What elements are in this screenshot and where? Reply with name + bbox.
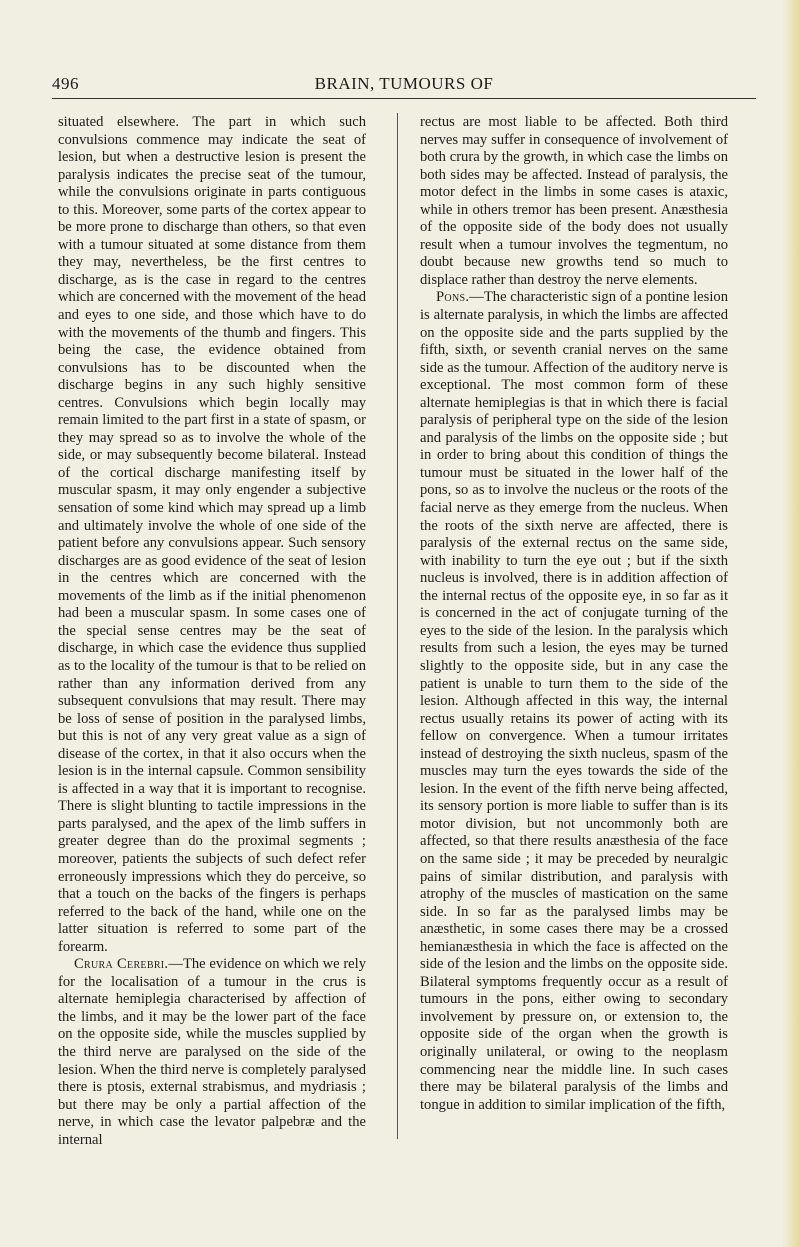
left-column xyxy=(58,114,366,1149)
column-divider xyxy=(397,113,398,1139)
paragraph-convulsions: situated elsewhere. The part in which such convulsions commence may indicate the seat of lesion, but when a destructive lesion is present the paralysis indicates the precise seat of the tumour, while the convulsions originate in parts contiguous to this. Moreover, some parts of the cortex appear to be more prone to discharge than others, so that even with a tumour situated at some distance from them they may, nevertheless, be the first centres to discharge, as is the case in regard to the centres which are concerned with the movement of the head and eyes to one side, and those which have to do with the movements of the thumb and fingers. This being the case, the evidence obtained from convulsions has to be discounted when the discharge begins in any such highly sensitive centres. Convulsions which begin locally may remain limited to the part first in a state of spasm, or they may spread so as to involve the whole of the side, or may subsequently become bilateral. Instead of the cortical discharge manifesting itself by muscular spasm, it may only engender a subjective sensation of some kind which may spread up a limb and ultimately involve the whole of one side of the patient before any convulsions appear. Such sensory discharges are as good evidence of the seat of lesion in the centres which are concerned with the movements of the limb as if the initial phenomenon had been a muscular spasm. In some cases one of the special sense centres may be the seat of discharge, in which case the evidence thus supplied as to the locality of the tumour is that to be relied on rather than any information derived from any subsequent convulsions that may result. There may be loss of sense of position in the paralysed limbs, but this is not of any very great value as a sign of disease of the cortex, in that it also occurs when the lesion is in the internal capsule. Common sensibility is affected in a way that it is important to recognise. There is slight blunting to tactile impressions in the parts paralysed, and the apex of the limb suffers in greater degree than do the proximal segments ; moreover, patients the subjects of such defect refer erroneously impressions which they do perceive, so that a touch on the backs of the fingers is perhaps referred to the back of the hand, while one on the latter situation is referred to some part of the forearm. xyxy=(58,114,366,955)
page-header xyxy=(52,74,756,98)
right-column xyxy=(420,114,728,1114)
page-edge xyxy=(782,0,800,1247)
section-heading-crura-cerebri: Crura Cerebri. xyxy=(74,956,169,973)
paragraph-crura-cerebri-body: —The evidence on which we rely for the localisation of a tumour in the crus is alternate hemiplegia characterised by affection of the limbs, and it may be the lower part of the face on the opposite side, while the muscles supplied by the third nerve are paralysed on the side of the lesion. When the third nerve is completely paralysed there is ptosis, external strabismus, and mydriasis ; but there may be only a partial affection of the nerve, in which case the levator palpebræ and the internal xyxy=(58,956,367,1148)
paragraph-crura-continued: rectus are most liable to be affected. Both third nerves may suffer in consequence of involvement of both crura by the growth, in which case the limbs on both sides may be affected. Instead of paralysis, the motor defect in the limbs in some cases is ataxic, while in others tremor has been present. Anæsthesia of the opposite side of the body does not usually result when a tumour involves the tegmentum, no doubt because new growths tend so much to displace rather than destroy the nerve elements. xyxy=(420,114,728,288)
header-rule xyxy=(52,98,756,99)
section-heading-pons: Pons. xyxy=(436,289,470,306)
page-number: 496 xyxy=(52,74,79,93)
paragraph-pons xyxy=(420,289,728,1114)
paragraph-crura-cerebri xyxy=(58,956,366,1149)
running-head: BRAIN, TUMOURS OF xyxy=(314,74,494,93)
paragraph-pons-body: —The characteristic sign of a pontine lesion is alternate paralysis, in which the limbs are affected on the opposite side and the parts supplied by the fifth, sixth, or seventh cranial nerves on the same side as the tumour. Affection of the auditory nerve is exceptional. The most common form of these alternate hemiplegias is that in which there is facial paralysis of peripheral type on the side of the lesion and paralysis of the limbs on the opposite side ; but in order to bring about this condition of things the tumour must be situated in the lower half of the pons, so as to involve the nucleus or the roots of the facial nerve as they emerge from the nucleus. When the roots of the sixth nerve are affected, there is paralysis of the external rectus on the same side, with inability to turn the eye out ; but if the sixth nucleus is involved, there is in addition affection of the internal rectus of the opposite eye, in so far as it is concerned in the act of conjugate turning of the eyes to the side of the lesion. In the paralysis which results from such a lesion, the eyes may be turned slightly to the opposite side, but in any case the patient is unable to turn them to the side of the lesion. Although affected in this way, the internal rectus usually retains its power of acting with its fellow on convergence. When a tumour irritates instead of destroying the sixth nucleus, spasm of the muscles may turn the eyes towards the side of the lesion. In the event of the fifth nerve being affected, its sensory portion is more liable to suffer than is its motor division, but not uncommonly both are affected, so that there results anæsthesia of the face on the same side ; it may be preceded by neuralgic pains of similar distribution, and paralysis with atrophy of the muscles of mastication on the same side. In so far as the paralysed limbs may be anæsthetic, in some cases there may be a crossed hemianæsthesia in which the face is affected on the side of the lesion and the limbs on the opposite side. Bilateral symptoms frequently occur as a result of tumours in the pons, either owing to secondary involvement by pressure on, or extension to, the opposite side of the organ when the growth is originally unilateral, or owing to the neoplasm commencing near the middle line. In such cases there may be bilateral paralysis of the limbs and tongue in addition to similar implication of the fifth, xyxy=(420,289,728,1113)
